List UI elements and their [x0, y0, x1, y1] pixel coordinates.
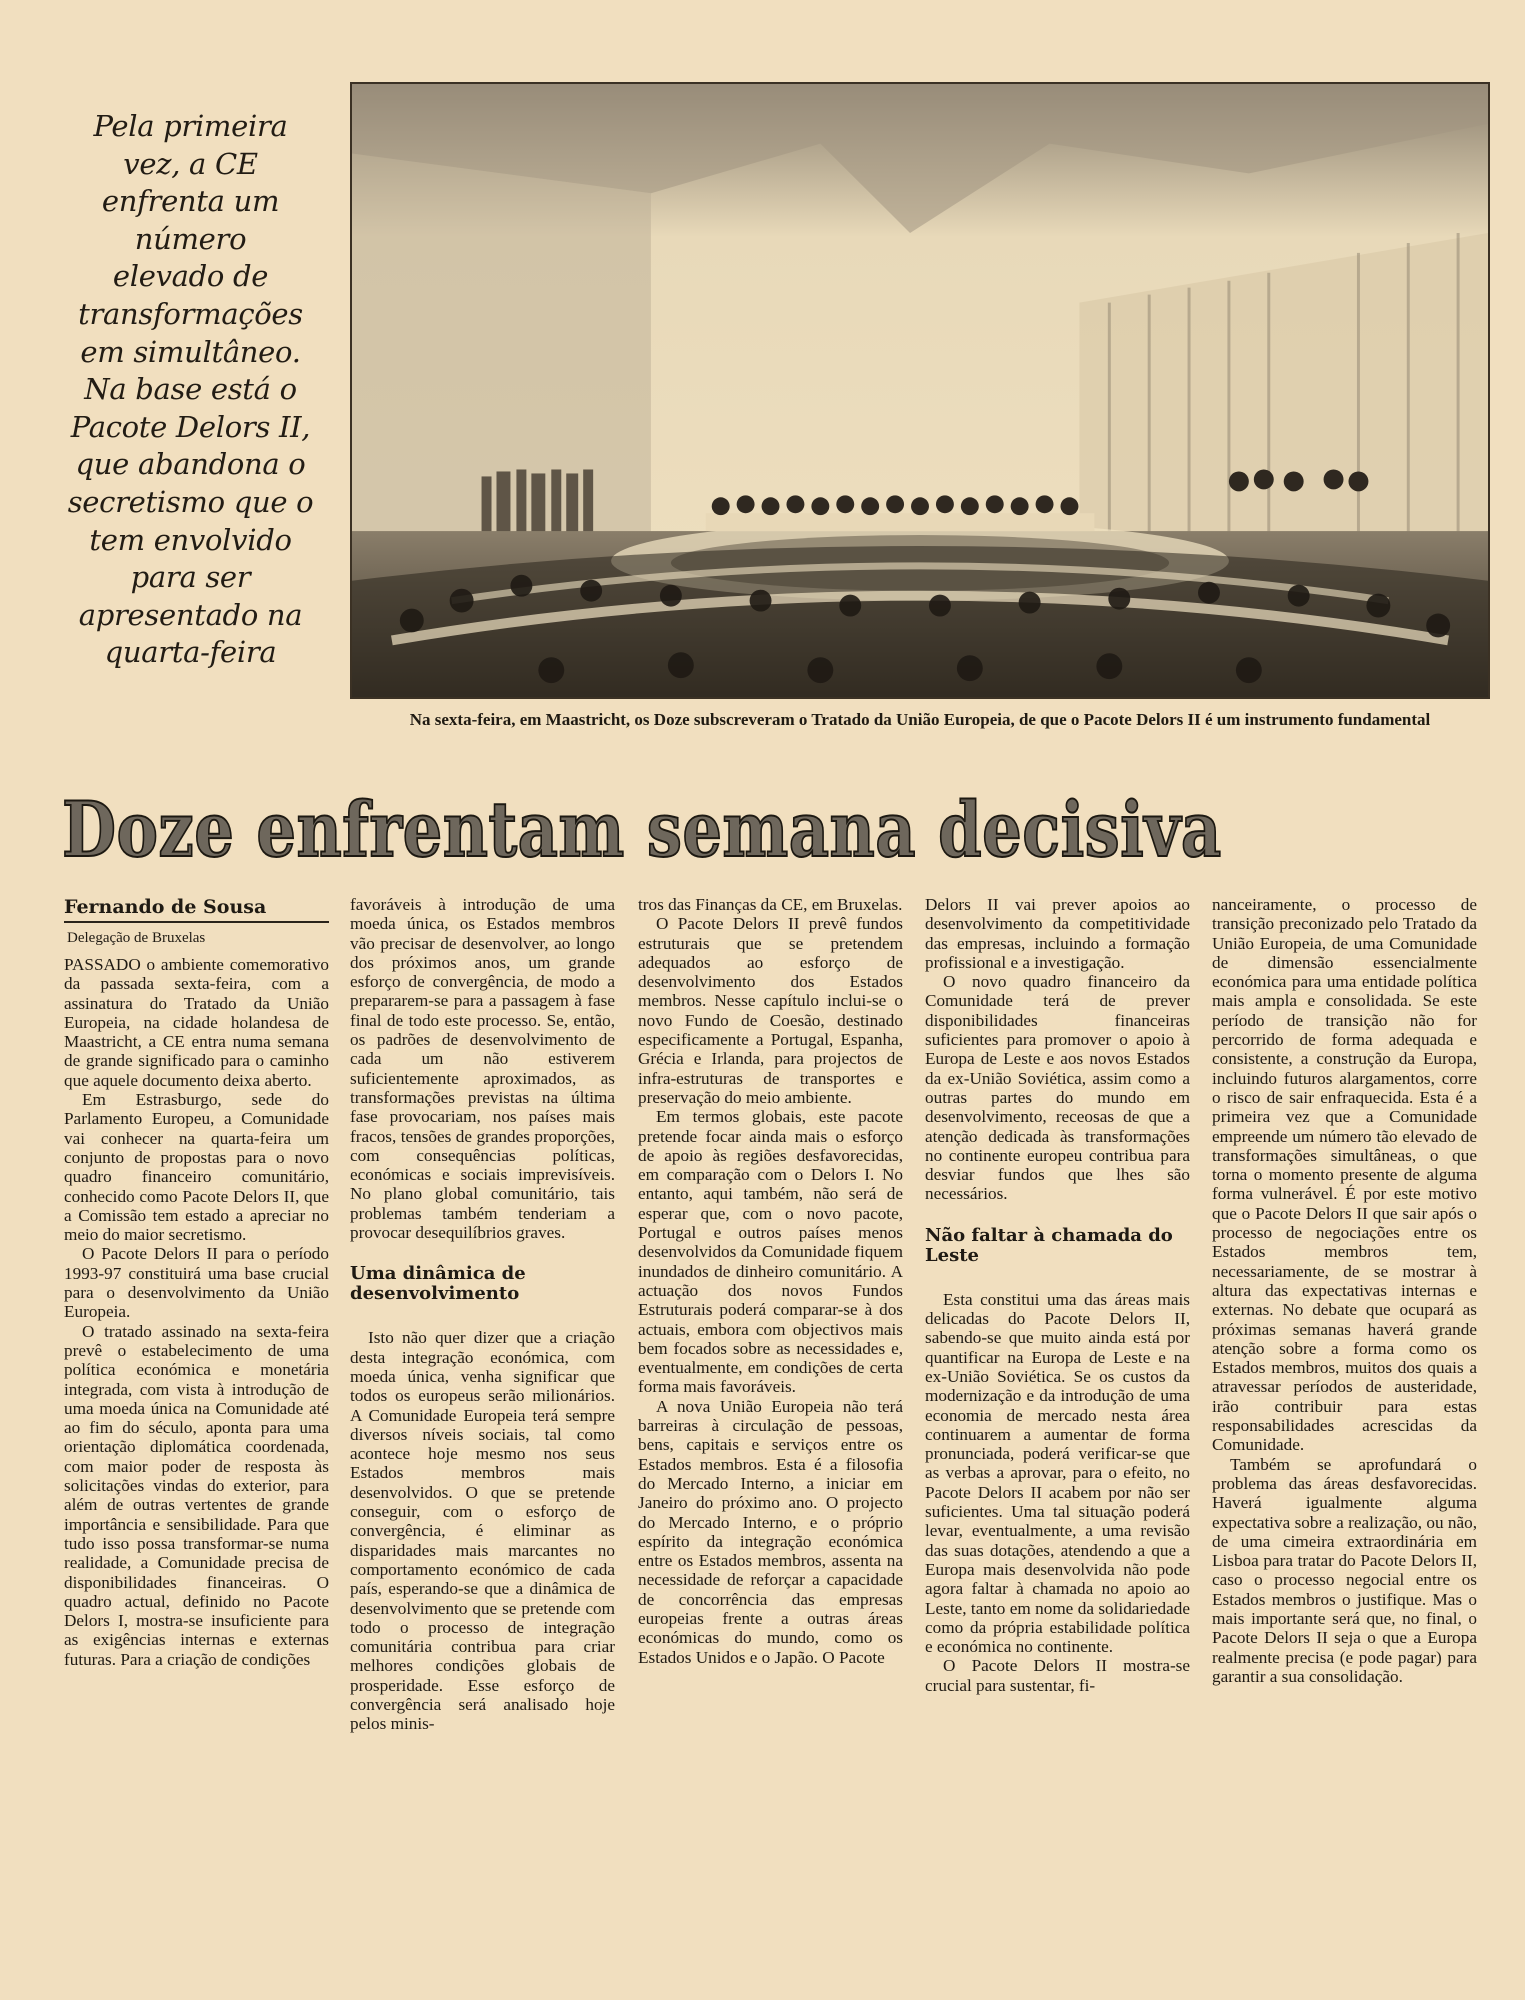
- photo-maastricht-summit-icon: [352, 84, 1488, 697]
- paragraph: Em termos globais, este pacote pretende focar ainda mais o esforço de apoio às regiões desfavorecidas, em comparação com o Delors I. No entanto, aqui também, não será de esperar que, com o novo pacote, Portugal e outros países menos desenvolvidos da Comunidade fiquem inundados de dinheiro comunitário. A actuação dos novos Fundos Estruturais poderá comparar-se à dos actuais, embora com objectivos mais bem focados sobre as necessidades e, eventualmente, em condições de certa forma mais favoráveis.: [638, 1107, 903, 1397]
- pull-quote-line: secretismo que o: [67, 484, 314, 519]
- article-column-4: [925, 895, 1190, 1695]
- paragraph: PASSADO o ambiente comemorativo da passada sexta-feira, com a assinatura do Tratado da União Europeia, na cidade holandesa de Maastricht, a CE entra numa semana de grande significado para o caminho que aquele documento deixa aberto.: [64, 955, 329, 1090]
- pull-quote-line: número: [134, 221, 247, 256]
- paragraph: tros das Finanças da CE, em Bruxelas.: [638, 895, 903, 914]
- pull-quote-line: enfrenta um: [101, 184, 280, 219]
- pull-quote-line: vez, a CE: [123, 146, 258, 181]
- pull-quote-line: transformações: [78, 296, 303, 331]
- photo-caption: Na sexta-feira, em Maastricht, os Doze subscreveram o Tratado da União Europeia, de que o Pacote Delors II é um instrumento fundamental: [409, 710, 1431, 729]
- paragraph: O novo quadro financeiro da Comunidade terá de prever disponibilidades financeiras suficientes para promover o apoio à Europa de Leste e aos novos Estados da ex-União Soviética, assim como a outras partes do mundo em desenvolvimento, receosas de que a atenção dedicada às transformações no continente europeu contribua para desviar fundos que lhes são necessários.: [925, 972, 1190, 1204]
- paragraph: Também se aprofundará o problema das áreas desfavorecidas. Haverá igualmente alguma expectativa sobre a realização, ou não, de uma cimeira extraordinária em Lisboa para tratar do Pacote Delors II, caso o processo negocial entre os Estados membros o justifique. Mas o mais importante será que, no final, o Pacote Delors II seja o que a Europa realmente precisa (e pode pagar) para garantir a sua consolidação.: [1212, 1454, 1477, 1686]
- column-body: [350, 895, 615, 1734]
- paragraph: O Pacote Delors II mostra-se crucial para sustentar, fi-: [925, 1656, 1190, 1695]
- article-column-5: [1212, 895, 1477, 1686]
- pull-quote-line: apresentado na: [78, 597, 303, 632]
- byline-author: Fernando de Sousa: [64, 895, 329, 923]
- byline-dateline: Delegação de Bruxelas: [67, 930, 206, 946]
- paragraph: O Pacote Delors II para o período 1993-97 constituirá uma base crucial para o desenvolvimento da União Europeia.: [64, 1244, 329, 1322]
- pull-quote: [48, 108, 333, 672]
- subheading: Uma dinâmica de desenvolvimento: [350, 1263, 526, 1305]
- headline: Doze enfrentam semana decisiva: [62, 785, 1222, 874]
- article-column-3: [638, 895, 903, 1667]
- pull-quote-line: tem envolvido: [89, 522, 292, 557]
- pull-quote-line: quarta-feira: [104, 635, 277, 670]
- paragraph: favoráveis à introdução de uma moeda única, os Estados membros vão precisar de desenvolver, ao longo dos próximos anos, um grande esforço de convergência, de modo a prepararem-se para a passagem à fase final de todo este processo. Se, então, os padrões de desenvolvimento de cada um não estiverem suficientemente aproximados, as transformações previstas na última fase provocariam, nos países mais fracos, tensões de grandes proporções, com consequências políticas, económicas e sociais imprevisíveis. No plano global comunitário, tais problemas também tenderiam a provocar desequilíbrios graves.: [350, 895, 615, 1243]
- column-body: [64, 955, 329, 1669]
- paragraph: O tratado assinado na sexta-feira prevê o estabelecimento de uma política económica e monetária integrada, com vista à introdução de uma moeda única na Comunidade até ao fim do século, aponta para uma orientação diplomática coordenada, com maior poder de resposta às solicitações vindas do exterior, para além de outras vertentes de grande importância e sensibilidade. Para que tudo isso possa transformar-se numa realidade, a Comunidade precisa de disponibilidades financeiras. O quadro actual, definido no Pacote Delors I, mostra-se insuficiente para as exigências internas e externas futuras. Para a criação de condições: [64, 1321, 329, 1669]
- paragraph: nanceiramente, o processo de transição preconizado pelo Tratado da União Europeia, de uma Comunidade de dimensão essencialmente económica para uma entidade política mais ampla e consolidada. Se este período de transição não for percorrido de forma adequada e consistente, a construção da Europa, incluindo futuros alargamentos, corre o risco de sair enfraquecida. Esta é a primeira vez que a Comunidade empreende um número tão elevado de transformações simultâneas, o que torna o momento presente de alguma forma vulnerável. É por este motivo que o Pacote Delors II que sair após o processo de negociações entre os Estados membros tem, necessariamente, de se mostrar à altura das expectativas internas e externas. No debate que ocupará as próximas semanas haverá grande atenção sobre a forma como os Estados membros, muitos dos quais a atravessar períodos de austeridade, irão contribuir para estas responsabilidades acrescidas da Comunidade.: [1212, 895, 1477, 1455]
- pull-quote-line: Na base está o: [84, 372, 297, 407]
- pull-quote-line: Pacote Delors II,: [70, 409, 311, 444]
- paragraph: A nova União Europeia não terá barreiras à circulação de pessoas, bens, capitais e serviços entre os Estados membros. Esta é a filosofia do Mercado Interno, a iniciar em Janeiro do próximo ano. O projecto do Mercado Interno, e o próprio espírito da integração económica entre os Estados membros, assenta na necessidade de reforçar a capacidade de concorrência das empresas europeias frente a outras áreas económicas do mundo, como os Estados Unidos e o Japão. O Pacote: [638, 1396, 903, 1667]
- column-body: [1212, 895, 1477, 1686]
- paragraph: Esta constitui uma das áreas mais delicadas do Pacote Delors II, sabendo-se que muito ainda está por quantificar na Europa de Leste e na ex-União Soviética. Se os custos da modernização e da introdução de uma economia de mercado nesta área continuarem a aumentar de forma pronunciada, poderá verificar-se que as verbas a aprovar, para o efeito, no Pacote Delors II acabem por não ser suficientes. Uma tal situação poderá levar, eventualmente, a uma revisão das suas dotações, atendendo a que a Europa mais desenvolvida não pode agora faltar à chamada no apoio ao Leste, tanto em nome da solidariedade como da própria estabilidade política e económica no continente.: [925, 1289, 1190, 1657]
- column-body: [638, 895, 903, 1667]
- paragraph: O Pacote Delors II prevê fundos estruturais que se pretendem adequados ao esforço de desenvolvimento dos Estados membros. Nesse capítulo inclui-se o novo Fundo de Coesão, destinado especificamente a Portugal, Espanha, Grécia e Irlanda, para projectos de infra-estruturas de transportes e preservação do meio ambiente.: [638, 914, 903, 1107]
- article-photo: [350, 82, 1490, 699]
- pull-quote-line: elevado de: [112, 259, 269, 294]
- article-column-1: [64, 895, 329, 1669]
- column-body: [925, 895, 1190, 1695]
- pull-quote-line: que abandona o: [75, 447, 306, 482]
- paragraph: Em Estrasburgo, sede do Parlamento Europeu, a Comunidade vai conhecer na quarta-feira um conjunto de propostas para o novo quadro financeiro comunitário, conhecido como Pacote Delors II, que a Comissão tem estado a apreciar no meio do maior secretismo.: [64, 1090, 329, 1245]
- subheading: Não faltar à chamada do Leste: [925, 1224, 1173, 1266]
- pull-quote-line: Pela primeira: [93, 109, 288, 143]
- paragraph: Delors II vai prever apoios ao desenvolvimento da competitividade das empresas, incluindo a formação profissional e a investigação.: [925, 895, 1190, 972]
- paragraph: Isto não quer dizer que a criação desta integração económica, com moeda única, venha significar que todos os europeus serão milionários. A Comunidade Europeia terá sempre diversos níveis sociais, tal como acontece hoje mesmo nos seus Estados membros mais desenvolvidos. O que se pretende conseguir, com o esforço de convergência, é eliminar as disparidades mais marcantes no comportamento económico de cada país, esperando-se que a dinâmica de desenvolvimento que se pretende com todo o processo de integração comunitária contribua para criar melhores condições globais de prosperidade. Esse esforço de convergência será analisado hoje pelos minis-: [350, 1328, 615, 1734]
- pull-quote-line: em simultâneo.: [80, 334, 301, 369]
- pull-quote-line: para ser: [130, 560, 251, 595]
- article-column-2: [350, 895, 615, 1734]
